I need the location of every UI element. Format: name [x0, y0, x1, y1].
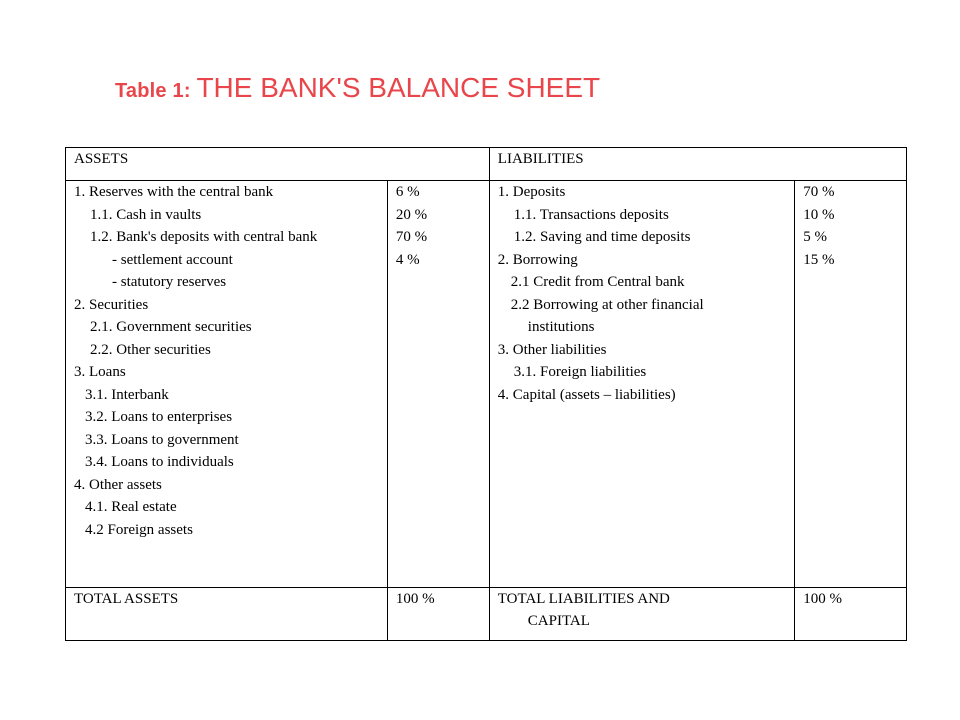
- body-row: [66, 181, 907, 588]
- liability-item: 3. Other liabilities: [497, 341, 607, 358]
- header-row: [66, 148, 907, 181]
- asset-item: 3.1. Interbank: [85, 386, 169, 403]
- asset-percent: 4 %: [395, 251, 420, 268]
- assets-list: [66, 181, 388, 588]
- asset-item: 2.2. Other securities: [90, 341, 211, 358]
- title-prefix: Table 1:: [115, 80, 197, 102]
- total-assets-value: 100 %: [387, 588, 489, 641]
- total-liabilities-label: [489, 588, 794, 641]
- liabilities-header: LIABILITIES: [489, 148, 906, 181]
- total-assets-label: TOTAL ASSETS: [66, 588, 388, 641]
- asset-item: 1.1. Cash in vaults: [90, 206, 202, 223]
- liability-percent: 10 %: [803, 206, 835, 223]
- liability-item: 2.2 Borrowing at other financial: [510, 296, 704, 313]
- liability-item: 4. Capital (assets – liabilities): [497, 386, 676, 403]
- liability-item: 3.1. Foreign liabilities: [513, 364, 647, 380]
- total-liabilities-value: 100 %: [795, 588, 907, 641]
- asset-item: 1.2. Bank's deposits with central bank: [90, 229, 318, 245]
- page-title: [115, 72, 600, 104]
- asset-item: 4.2 Foreign assets: [85, 521, 193, 538]
- liability-percent: 15 %: [803, 251, 835, 268]
- asset-percent: 6 %: [395, 184, 420, 200]
- liability-item: 1.2. Saving and time deposits: [513, 229, 691, 245]
- balance-sheet-table: [65, 147, 907, 641]
- asset-item: 3.2. Loans to enterprises: [85, 409, 233, 425]
- liability-item: 2.1 Credit from Central bank: [510, 274, 685, 290]
- asset-percent: 20 %: [395, 206, 428, 223]
- assets-header: ASSETS: [66, 148, 490, 181]
- asset-item: 2.1. Government securities: [90, 319, 252, 335]
- asset-item: 3. Loans: [74, 364, 126, 380]
- asset-percents: [387, 181, 489, 588]
- asset-item: 1. Reserves with the central bank: [74, 184, 274, 200]
- liability-percents: [795, 181, 907, 588]
- liability-item: 1. Deposits: [497, 184, 566, 200]
- liability-item: 1.1. Transactions deposits: [513, 206, 669, 223]
- asset-percent: 70 %: [395, 229, 428, 245]
- asset-item: - settlement account: [112, 251, 233, 268]
- liability-percent: 70 %: [803, 184, 835, 200]
- asset-item: 2. Securities: [74, 296, 149, 313]
- total-liabilities-label-line1: TOTAL LIABILITIES AND: [497, 591, 670, 607]
- asset-item: 4. Other assets: [74, 476, 162, 493]
- totals-row: [66, 588, 907, 641]
- asset-item: 4.1. Real estate: [85, 499, 177, 515]
- liability-percent: 5 %: [803, 229, 827, 245]
- title-main: THE BANK'S BALANCE SHEET: [196, 72, 601, 103]
- liabilities-list: [489, 181, 794, 588]
- liability-item: institutions: [527, 319, 595, 335]
- asset-item: - statutory reserves: [112, 274, 227, 290]
- asset-item: 3.3. Loans to government: [85, 431, 239, 448]
- total-liabilities-label-line2: CAPITAL: [527, 613, 590, 629]
- asset-item: 3.4. Loans to individuals: [85, 454, 234, 470]
- liability-item: 2. Borrowing: [497, 251, 578, 268]
